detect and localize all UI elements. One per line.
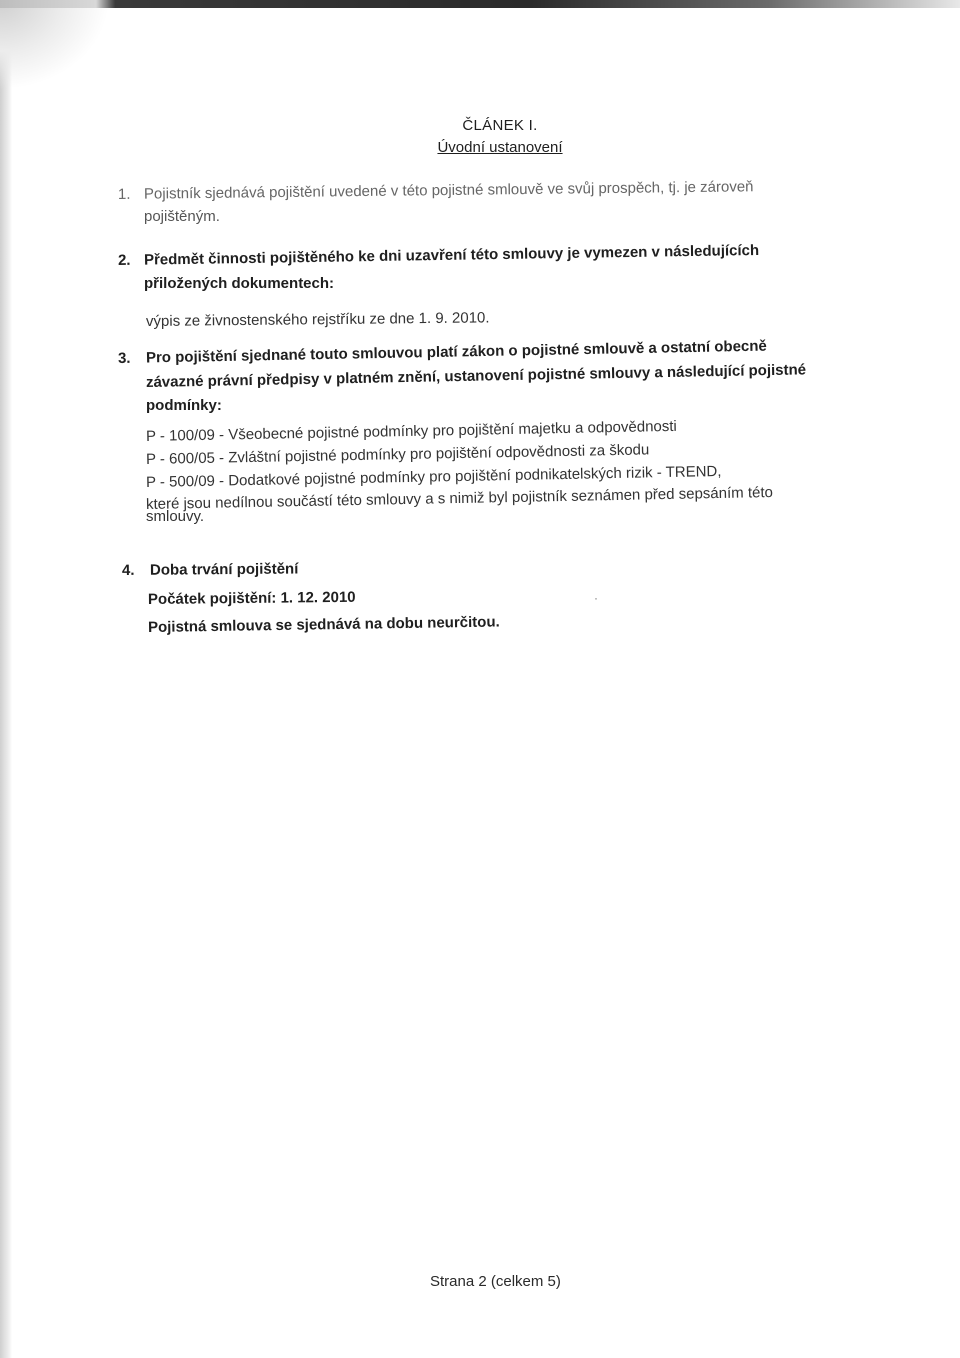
- section-2-heading-line-1: 2. Předmět činnosti pojištěného ke dni uzavření této smlouvy je vymezen v následujících: [117, 241, 760, 269]
- condition-p600: P - 600/05 - Zvláštní pojistné podmínky pro pojištění odpovědnosti za škodu: [145, 441, 650, 468]
- section-3-closing-line-1: které jsou nedílnou součástí této smlouvy a s nimiž byl pojistník seznámen před sepsáním této: [145, 483, 774, 513]
- section-2-heading-line-2: přiložených dokumentech:: [144, 275, 335, 292]
- insurance-start: Počátek pojištění: 1. 12. 2010: [147, 588, 356, 608]
- section-1-line-1: 1. Pojistník sjednává pojištění uvedené v této pojistné smlouvě ve svůj prospěch, tj. je zároveň: [117, 178, 754, 203]
- section-2-detail: výpis ze živnostenského rejstříku ze dne 1. 9. 2010.: [145, 309, 490, 330]
- section-2-number: 2.: [117, 251, 131, 269]
- section-4-number: 4.: [121, 561, 135, 579]
- section-3-heading-line-3: podmínky:: [146, 397, 222, 414]
- condition-p100: P - 100/09 - Všeobecné pojistné podmínky pro pojištění majetku a odpovědnosti: [145, 417, 677, 445]
- insurance-duration: Pojistná smlouva se sjednává na dobu neurčitou.: [147, 613, 500, 636]
- section-3-heading-line-1: 3. Pro pojištění sjednané touto smlouvou platí zákon o pojistné smlouvě a ostatní obecně: [117, 337, 767, 367]
- stray-mark: ·: [594, 591, 598, 605]
- section-4-heading: 4. Doba trvání pojištění: [121, 560, 299, 579]
- section-3-heading-line-2: závazné právní předpisy v platném znění, ustanovení pojistné smlouvy a následující pojistné: [145, 361, 807, 391]
- section-1-line-2: pojištěným.: [144, 208, 220, 225]
- article-heading: ČLÁNEK I.: [462, 117, 538, 134]
- page-footer: Strana 2 (celkem 5): [430, 1273, 561, 1290]
- section-3-number: 3.: [117, 349, 131, 367]
- article-title: Úvodní ustanovení: [437, 139, 563, 156]
- section-3-closing-line-2: smlouvy.: [146, 508, 205, 525]
- section-1-number: 1.: [117, 185, 131, 203]
- condition-p500: P - 500/09 - Dodatkové pojistné podmínky pro pojištění podnikatelských rizik - TREND,: [145, 462, 722, 491]
